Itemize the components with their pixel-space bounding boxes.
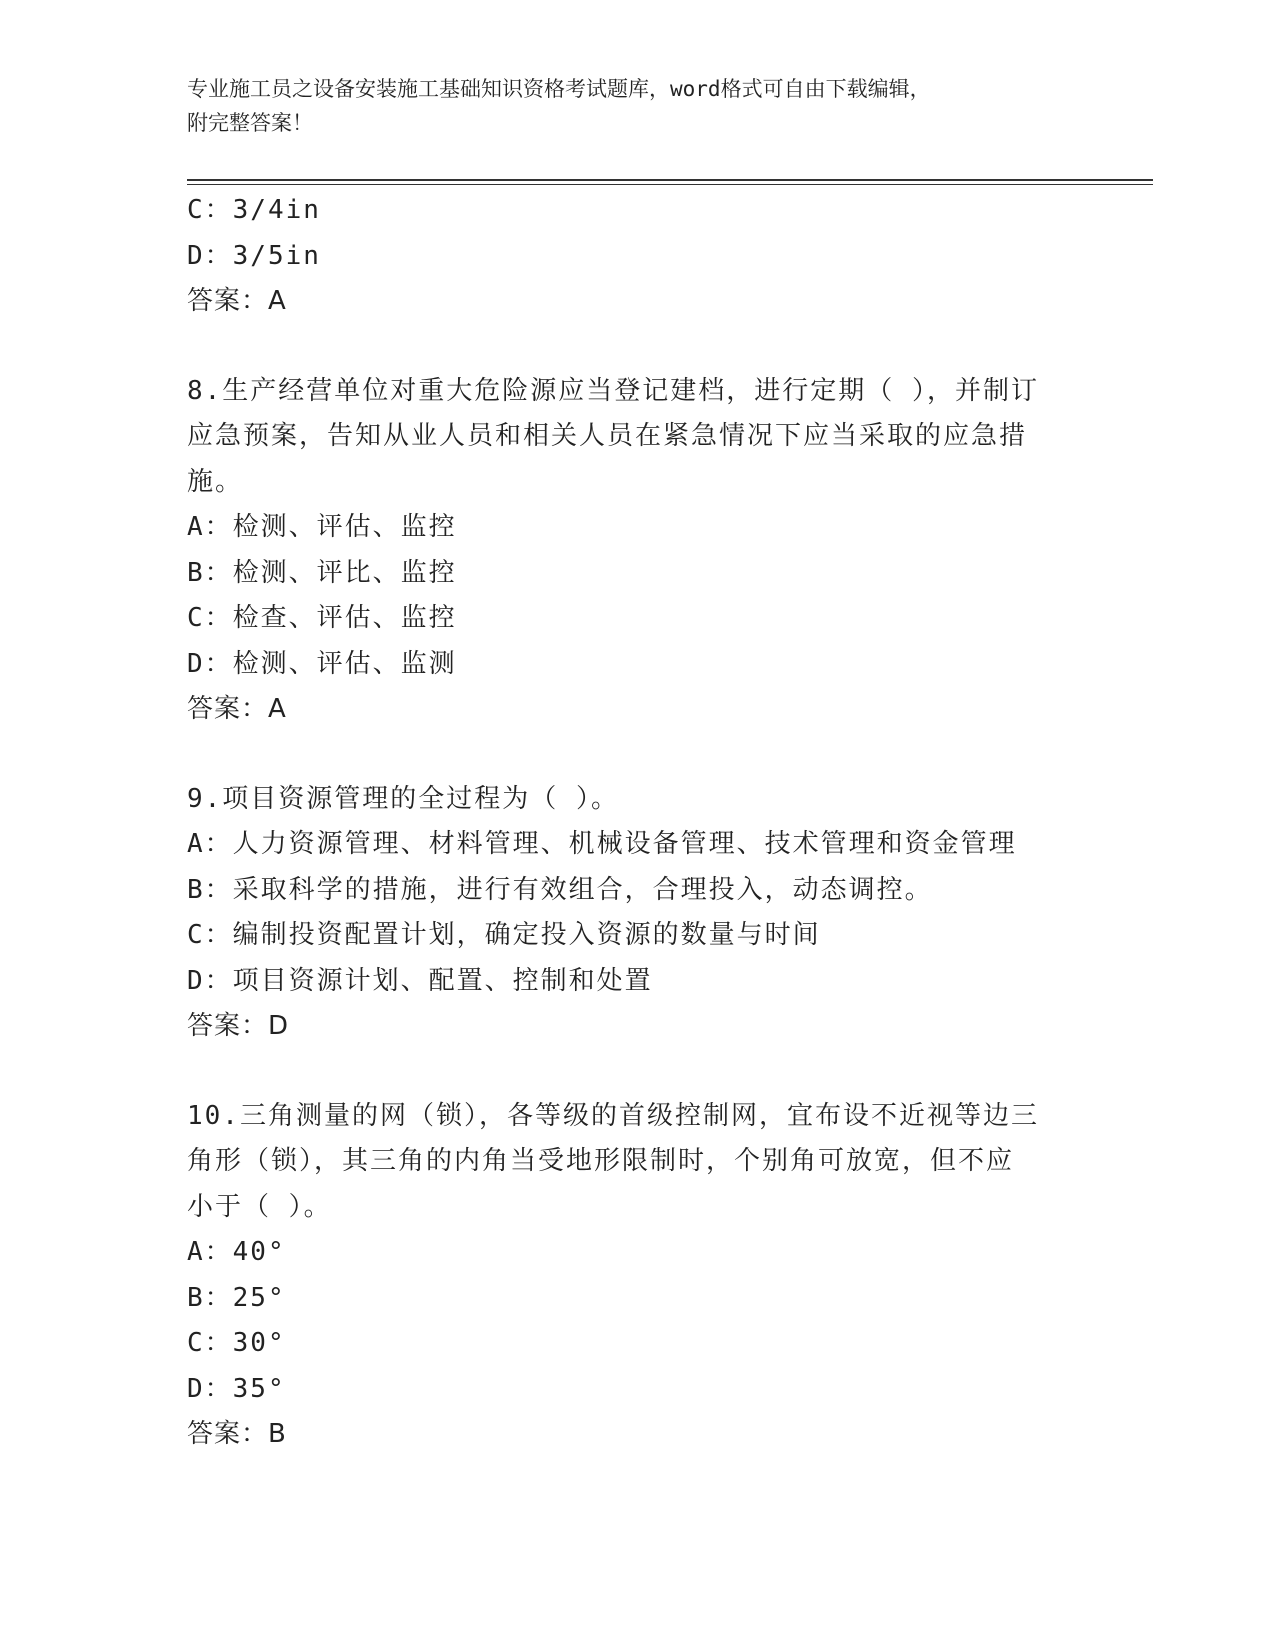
- question-text-line: 应急预案，告知从业人员和相关人员在紧急情况下应当采取的应急措: [187, 421, 1028, 451]
- option-c: C：30°: [187, 1328, 286, 1358]
- option-b: B：采取科学的措施，进行有效组合，合理投入，动态调控。: [187, 874, 933, 905]
- option-d: D：检测、评估、监测: [187, 648, 457, 679]
- header-line-1: 专业施工员之设备安装施工基础知识资格考试题库，word格式可自由下载编辑，: [187, 77, 931, 101]
- question-10: [187, 1094, 1087, 1458]
- prev-question-block: [187, 188, 1087, 325]
- question-text-line: 8.生产经营单位对重大危险源应当登记建档，进行定期（ ），并制订: [187, 375, 1039, 406]
- option-a: A：人力资源管理、材料管理、机械设备管理、技术管理和资金管理: [187, 829, 1017, 859]
- header-line-2: 附完整答案！: [187, 111, 313, 135]
- option-d: D：项目资源计划、配置、控制和处置: [187, 965, 653, 996]
- option-c: C：检查、评估、监控: [187, 603, 457, 633]
- option-c: C：3/4in: [187, 195, 321, 225]
- option-d: D：35°: [187, 1373, 286, 1404]
- header-divider-thick: [187, 179, 1153, 181]
- option-b: B：检测、评比、监控: [187, 557, 457, 588]
- question-text-line: 小于（ ）。: [187, 1191, 332, 1222]
- question-text-line: 施。: [187, 466, 244, 497]
- answer-line: 答案：D: [187, 1011, 290, 1041]
- header-divider-thin: [187, 184, 1153, 185]
- question-9: [187, 777, 1087, 1050]
- option-b: B：25°: [187, 1282, 286, 1313]
- answer-line: 答案：A: [187, 286, 287, 316]
- question-text-line: 9.项目资源管理的全过程为（ ）。: [187, 783, 619, 814]
- option-a: A：40°: [187, 1237, 286, 1267]
- question-text-line: 10.三角测量的网（锁），各等级的首级控制网，宜布设不近视等边三: [187, 1100, 1039, 1131]
- question-content: [187, 188, 1087, 1458]
- option-a: A：检测、评估、监控: [187, 512, 457, 542]
- question-8: [187, 369, 1087, 733]
- question-text-line: 角形（锁），其三角的内角当受地形限制时，个别角可放宽，但不应: [187, 1146, 1015, 1176]
- page-header: [187, 72, 1067, 140]
- option-c: C：编制投资配置计划，确定投入资源的数量与时间: [187, 920, 821, 950]
- answer-line: 答案：A: [187, 694, 287, 724]
- answer-line: 答案：B: [187, 1419, 287, 1449]
- option-d: D：3/5in: [187, 240, 321, 271]
